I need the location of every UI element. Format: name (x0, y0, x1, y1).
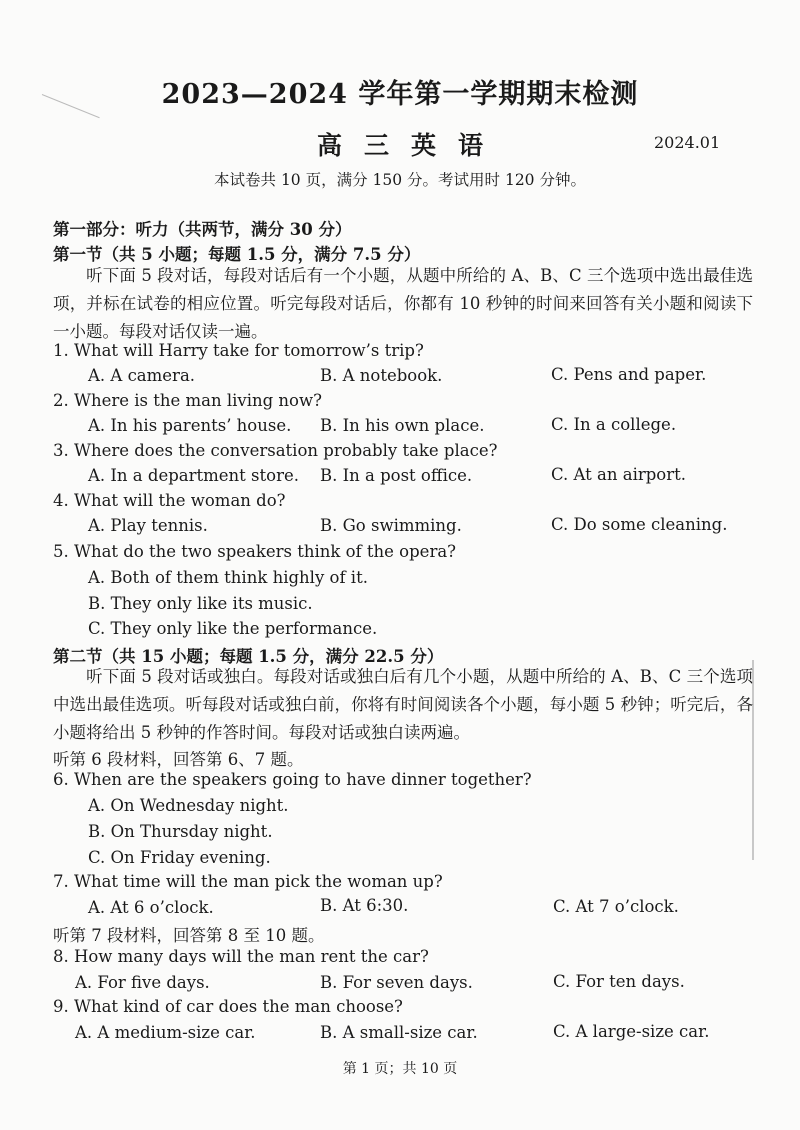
part1-heading: 第一部分：听力（共两节，满分 30 分） (53, 220, 352, 239)
q7-option-a[interactable]: A. At 6 o’clock. (88, 898, 214, 917)
section1-heading: 第一节（共 5 小题；每题 1.5 分，满分 7.5 分） (53, 245, 421, 264)
question-8: 8. How many days will the man rent the car? (53, 947, 429, 966)
q4-option-b[interactable]: B. Go swimming. (320, 516, 462, 535)
q7-option-b[interactable]: B. At 6:30. (320, 896, 409, 915)
page-footer: 第 1 页；共 10 页 (342, 1061, 458, 1077)
q8-option-a[interactable]: A. For five days. (75, 973, 210, 992)
question-4: 4. What will the woman do? (53, 491, 286, 510)
q2-option-b[interactable]: B. In his own place. (320, 416, 485, 435)
q6-option-b[interactable]: B. On Thursday night. (88, 822, 273, 841)
section1-instructions: 听下面 5 段对话，每段对话后有一个小题，从题中所给的 A、B、C 三个选项中选出最佳选项，并标在试卷的相应位置。听完每段对话后，你都有 10 秒钟的时间来回答有关小题和阅读下一小题。每段对话仅读一遍。 (53, 266, 753, 341)
question-3: 3. Where does the conversation probably take place? (53, 441, 498, 460)
question-6: 6. When are the speakers going to have dinner together? (53, 770, 532, 789)
question-7: 7. What time will the man pick the woman up? (53, 872, 443, 891)
q1-option-b[interactable]: B. A notebook. (320, 366, 443, 385)
q6-option-c[interactable]: C. On Friday evening. (88, 848, 271, 867)
question-1: 1. What will Harry take for tomorrow’s trip? (53, 341, 424, 360)
q8-option-b[interactable]: B. For seven days. (320, 973, 473, 992)
q9-option-b[interactable]: B. A small-size car. (320, 1023, 478, 1042)
q4-option-c[interactable]: C. Do some cleaning. (551, 515, 728, 534)
material-6-instruction: 听第 6 段材料，回答第 6、7 题。 (53, 750, 304, 769)
q8-option-c[interactable]: C. For ten days. (553, 972, 685, 991)
q3-option-b[interactable]: B. In a post office. (320, 466, 473, 485)
q2-option-c[interactable]: C. In a college. (551, 415, 677, 434)
q1-option-c[interactable]: C. Pens and paper. (551, 365, 707, 384)
q9-option-a[interactable]: A. A medium-size car. (75, 1023, 256, 1042)
q4-option-a[interactable]: A. Play tennis. (88, 516, 208, 535)
q9-option-c[interactable]: C. A large-size car. (553, 1022, 710, 1041)
section2-instructions: 听下面 5 段对话或独白。每段对话或独白后有几个小题，从题中所给的 A、B、C 三个选项中选出最佳选项。听每段对话或独白前，你将有时间阅读各个小题，每小题 5 秒钟；听完后，各小题将给出 5 秒钟的作答时间。每段对话或独白读两遍。 (53, 667, 753, 742)
exam-date: 2024.01 (654, 133, 721, 152)
q3-option-c[interactable]: C. At an airport. (551, 465, 686, 484)
exam-subject: 高三英语 (316, 131, 505, 160)
q5-option-c[interactable]: C. They only like the performance. (88, 619, 378, 638)
exam-note: 本试卷共 10 页，满分 150 分。考试用时 120 分钟。 (214, 171, 586, 189)
q7-option-c[interactable]: C. At 7 o’clock. (553, 897, 679, 916)
question-9: 9. What kind of car does the man choose? (53, 997, 403, 1016)
q2-option-a[interactable]: A. In his parents’ house. (88, 416, 292, 435)
material-7-instruction: 听第 7 段材料，回答第 8 至 10 题。 (53, 926, 325, 945)
q5-option-b[interactable]: B. They only like its music. (88, 594, 313, 613)
q1-option-a[interactable]: A. A camera. (88, 366, 196, 385)
q5-option-a[interactable]: A. Both of them think highly of it. (88, 568, 368, 587)
section2-heading: 第二节（共 15 小题；每题 1.5 分，满分 22.5 分） (53, 647, 444, 666)
question-2: 2. Where is the man living now? (53, 391, 322, 410)
q3-option-a[interactable]: A. In a department store. (88, 466, 299, 485)
exam-title: 2023—2024 学年第一学期期末检测 (161, 79, 639, 110)
question-5: 5. What do the two speakers think of the opera? (53, 542, 457, 561)
q6-option-a[interactable]: A. On Wednesday night. (88, 796, 289, 815)
